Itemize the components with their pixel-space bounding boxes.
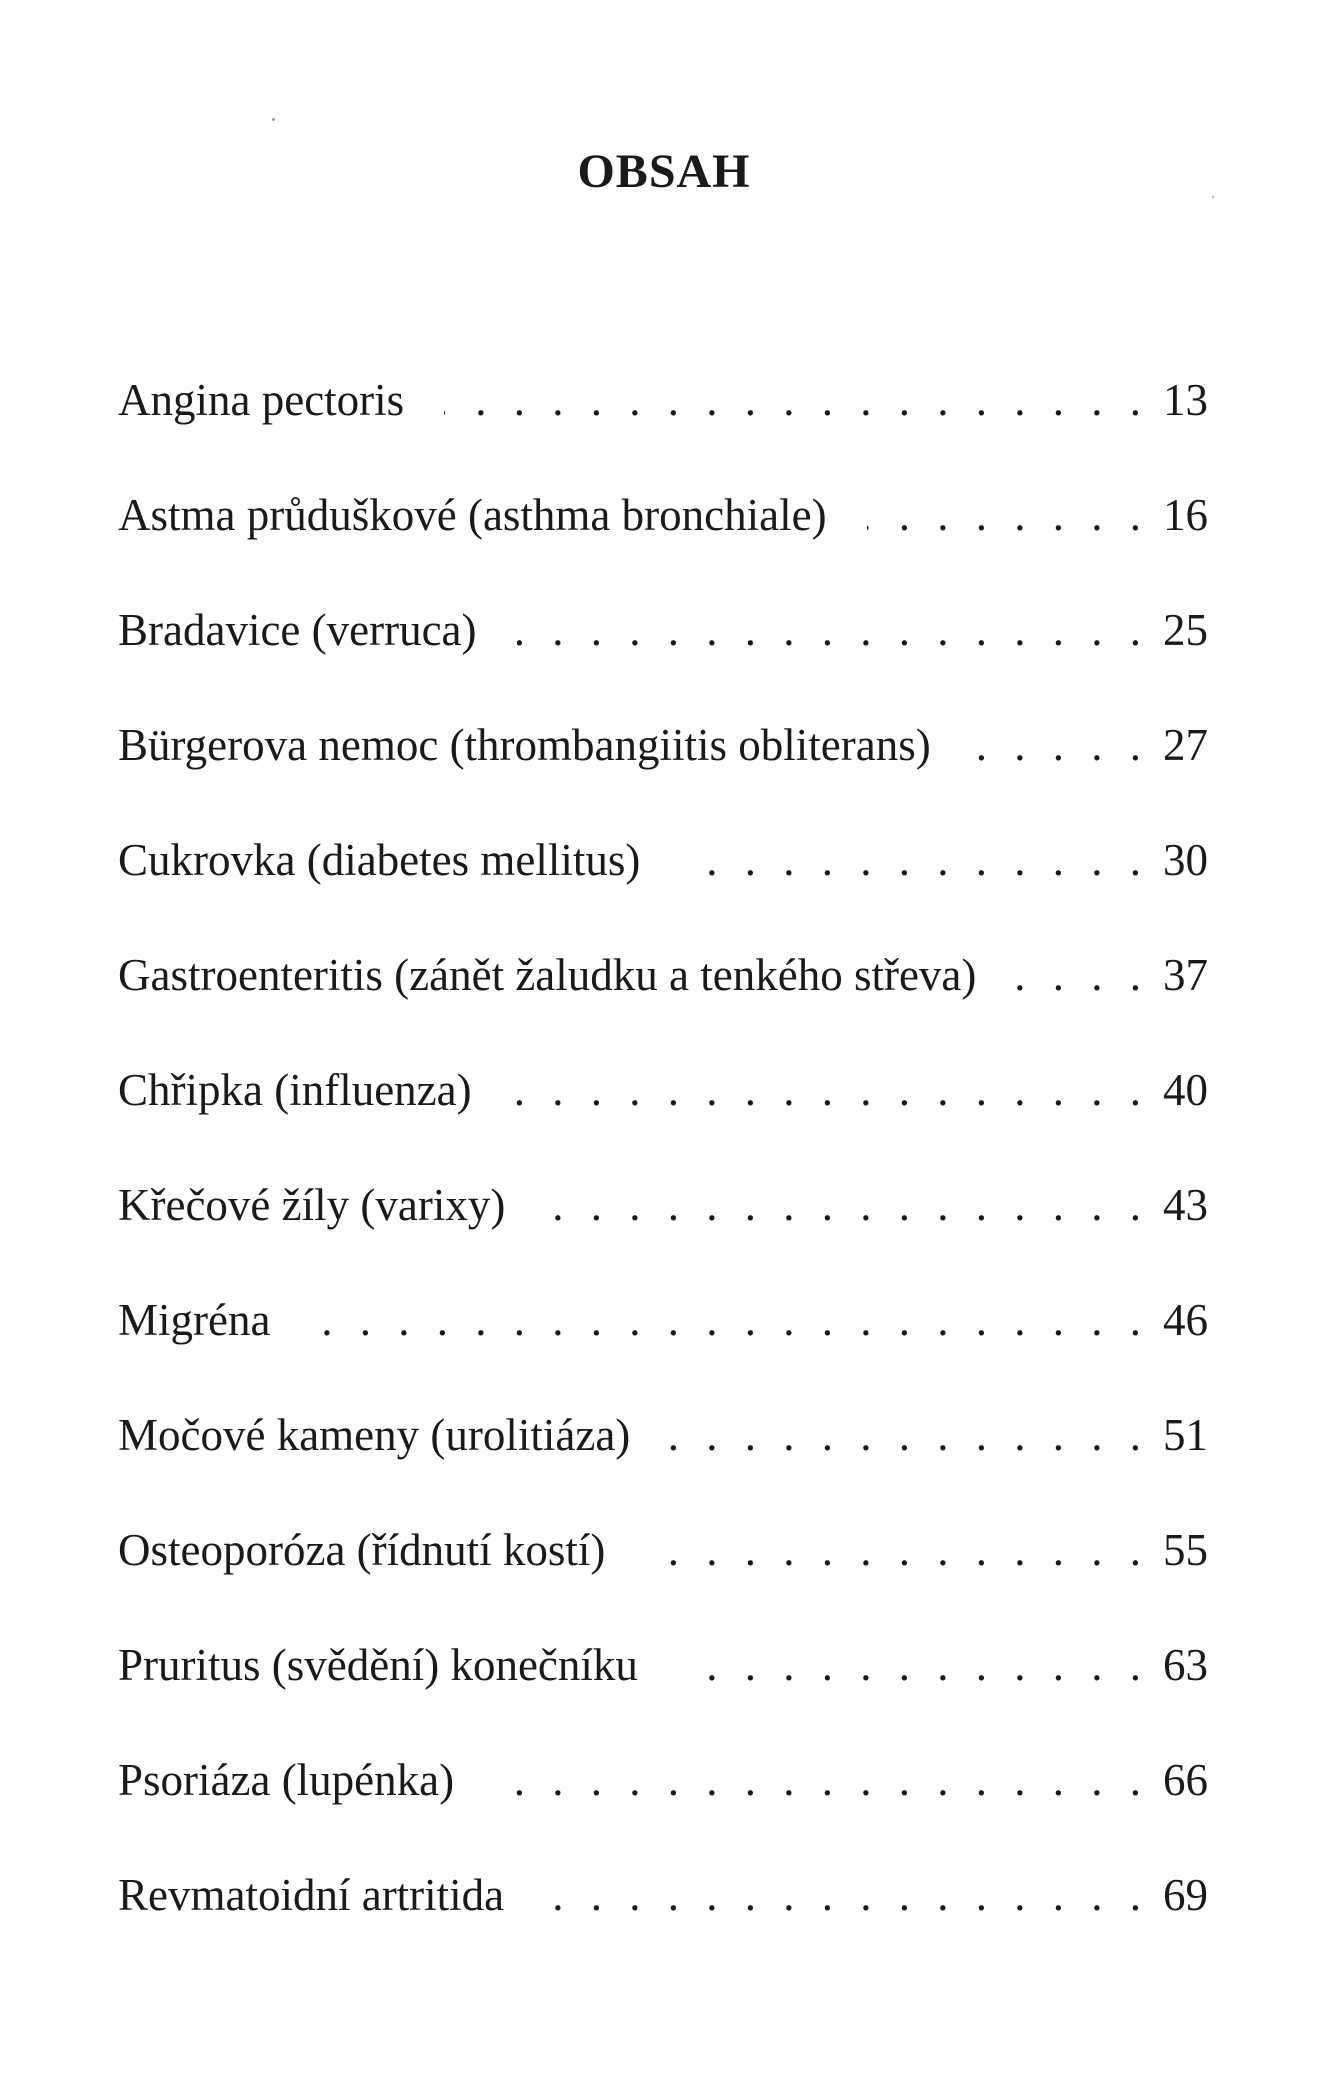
toc-entry-label: Migréna (118, 1295, 271, 1345)
toc-leader-dots (444, 370, 1149, 430)
toc-leader-dots (645, 1520, 1149, 1580)
toc-entry-label: Chřipka (influenza) (118, 1065, 472, 1115)
toc-entry-label: Revmatoidní artritida (118, 1870, 505, 1920)
toc-leader-dots (544, 1865, 1149, 1925)
toc-entry-label: Osteoporóza (řídnutí kostí) (118, 1525, 606, 1575)
toc-entry-label: Křečové žíly (varixy) (118, 1180, 506, 1230)
toc-entry-label: Bürgerova nemoc (thrombangiitis obliterans) (118, 720, 931, 770)
table-of-contents (118, 370, 1208, 1980)
toc-entry-page-number: 37 (1163, 950, 1208, 1000)
toc-entry (118, 485, 1208, 600)
toc-leader-dots (678, 1635, 1149, 1695)
toc-entry (118, 830, 1208, 945)
toc-leader-dots (512, 1060, 1149, 1120)
toc-entry-page-number: 25 (1163, 605, 1208, 655)
toc-entry (118, 715, 1208, 830)
toc-entry-label: Psoriáza (lupénka) (118, 1755, 455, 1805)
toc-entry (118, 1405, 1208, 1520)
toc-entry (118, 1290, 1208, 1405)
toc-entry-page-number: 27 (1163, 720, 1208, 770)
toc-entry-label: Pruritus (svědění) konečníku (118, 1640, 638, 1690)
toc-entry-label: Angina pectoris (118, 375, 405, 425)
toc-entry (118, 1865, 1208, 1980)
toc-entry-page-number: 30 (1163, 835, 1208, 885)
toc-leader-dots (971, 715, 1149, 775)
toc-entry-page-number: 69 (1163, 1870, 1208, 1920)
toc-entry-page-number: 16 (1163, 490, 1208, 540)
toc-entry-label: Cukrovka (diabetes mellitus) (118, 835, 641, 885)
toc-entry (118, 370, 1208, 485)
toc-entry (118, 1750, 1208, 1865)
toc-leader-dots (517, 600, 1149, 660)
toc-entry-page-number: 46 (1163, 1295, 1208, 1345)
toc-leader-dots (670, 1405, 1149, 1465)
toc-entry (118, 1175, 1208, 1290)
toc-entry (118, 1520, 1208, 1635)
toc-leader-dots (545, 1175, 1149, 1235)
toc-entry-page-number: 40 (1163, 1065, 1208, 1115)
scan-speck (272, 118, 275, 121)
toc-entry-label: Gastroenteritis (zánět žaludku a tenkého střeva) (118, 950, 977, 1000)
toc-entry (118, 1060, 1208, 1175)
toc-entry-page-number: 13 (1163, 375, 1208, 425)
page-title: OBSAH (577, 145, 751, 199)
toc-leader-dots (680, 830, 1149, 890)
toc-entry-label: Astma průduškové (asthma bronchiale) (118, 490, 827, 540)
toc-leader-dots (867, 485, 1149, 545)
toc-entry-page-number: 55 (1163, 1525, 1208, 1575)
toc-entry (118, 600, 1208, 715)
toc-entry-label: Močové kameny (urolitiáza) (118, 1410, 631, 1460)
toc-leader-dots (1016, 945, 1149, 1005)
toc-entry (118, 1635, 1208, 1750)
toc-entry-page-number: 43 (1163, 1180, 1208, 1230)
toc-entry-page-number: 51 (1163, 1410, 1208, 1460)
toc-entry (118, 945, 1208, 1060)
toc-leader-dots (494, 1750, 1149, 1810)
toc-leader-dots (310, 1290, 1149, 1350)
toc-entry-page-number: 63 (1163, 1640, 1208, 1690)
toc-entry-page-number: 66 (1163, 1755, 1208, 1805)
toc-entry-label: Bradavice (verruca) (118, 605, 477, 655)
